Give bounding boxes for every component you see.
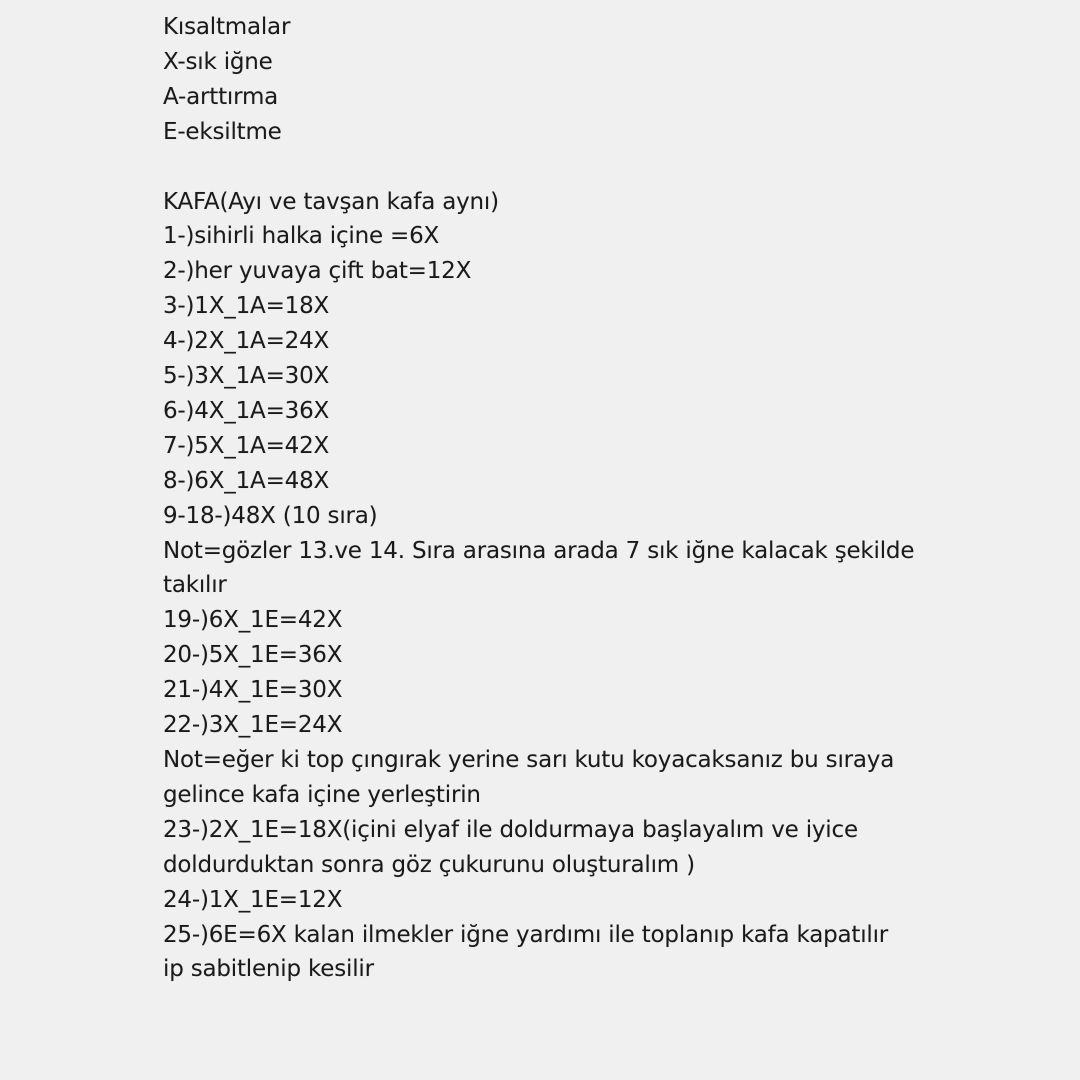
pattern-line: 9-18-)48X (10 sıra) [163,502,378,529]
pattern-line: 19-)6X_1E=42X [163,607,343,634]
note-line: Not=gözler 13.ve 14. Sıra arasına arada 7 sık iğne kalacak şekilde [163,537,915,564]
abbreviation-item: E-eksiltme [163,118,282,145]
note-line: Not=eğer ki top çıngırak yerine sarı kutu koyacaksanız bu sıraya [163,747,895,774]
pattern-line: 6-)4X_1A=36X [163,397,330,424]
abbreviations-title: Kısaltmalar [163,14,291,40]
blank-line [163,150,963,185]
pattern-text [163,10,963,987]
pattern-line: 5-)3X_1A=30X [163,363,330,390]
note-line: takılır [163,572,227,599]
note-line: gelince kafa içine yerleştirin [163,781,481,808]
pattern-line: doldurduktan sonra göz çukurunu oluşturalım ) [163,851,695,878]
pattern-line: ip sabitlenip kesilir [163,956,374,983]
abbreviation-item: A-arttırma [163,83,279,110]
pattern-line: 1-)sihirli halka içine =6X [163,223,440,250]
pattern-line: 25-)6E=6X kalan ilmekler iğne yardımı ile toplanıp kafa kapatılır [163,921,889,948]
pattern-line: 20-)5X_1E=36X [163,642,343,669]
pattern-line: 21-)4X_1E=30X [163,677,343,704]
head-section-title: KAFA(Ayı ve tavşan kafa aynı) [163,188,499,215]
pattern-line: 23-)2X_1E=18X(içini elyaf ile doldurmaya başlayalım ve iyice [163,816,858,843]
pattern-line: 7-)5X_1A=42X [163,432,330,459]
pattern-line: 4-)2X_1A=24X [163,328,330,355]
pattern-line: 24-)1X_1E=12X [163,886,343,913]
abbreviation-item: X-sık iğne [163,48,273,75]
pattern-line: 2-)her yuvaya çift bat=12X [163,258,472,285]
pattern-line: 22-)3X_1E=24X [163,712,343,739]
pattern-line: 8-)6X_1A=48X [163,467,330,494]
pattern-line: 3-)1X_1A=18X [163,293,330,320]
